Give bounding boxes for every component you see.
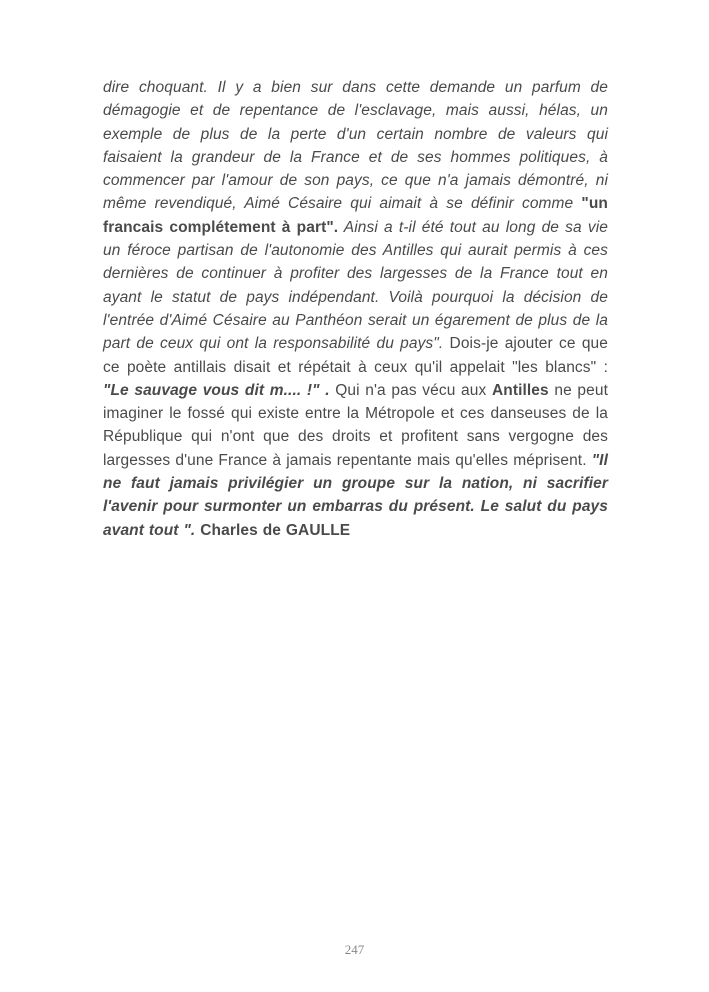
text-run: Antilles	[491, 381, 549, 399]
text-run: Ainsi a t-il été tout au long de sa vie un féroce partisan de l'autonomie des Antilles qui aurait permis à ces dernières de continuer à profiter des largesses de la France tout en ayant le statut de pays indépendant. Voilà pourquoi la décision de l'entrée d'Aimé Césaire au Panthéon serait un égarement de plus de la part de ceux qui ont la responsabilité du pays".	[103, 218, 608, 353]
text-run: "Il ne faut jamais privilégier un groupe sur la nation, ni sacrifier l'avenir pour surmonter un embarras du présent. Le salut du pays avant tout ".	[103, 451, 608, 539]
text-run: "un francais complétement à part".	[103, 195, 608, 236]
text-run: "Le sauvage vous dit m.... !" .	[103, 381, 330, 399]
text-run: Dois-je ajouter ce que ce poète antillais disait et répétait à ceux qu'il appelait "les blancs" :	[103, 335, 608, 376]
text-run: ne peut imaginer le fossé qui existe entre la Métropole et ces danseuses de la République qui n'ont que des droits et profitent sans vergogne des largesses d'une France à jamais repentante mais qu'elles méprisent.	[103, 381, 608, 469]
body-paragraph	[103, 76, 608, 542]
text-run: dire choquant. Il y a bien sur dans cette demande un parfum de démagogie et de repentance de l'esclavage, mais aussi, hélas, un exemple de plus de la perte d'un certain nombre de valeurs qui faisaient la grandeur de la France et de ses hommes politiques, à commencer par l'amour de son pays, ce que n'a jamais démontré, ni même revendiqué, Aimé Césaire qui aimait à se définir comme	[103, 79, 608, 213]
text-run: Qui n'a pas vécu aux	[329, 381, 492, 399]
page-number: 247	[344, 942, 365, 957]
text-run: Charles de GAULLE	[195, 521, 351, 539]
